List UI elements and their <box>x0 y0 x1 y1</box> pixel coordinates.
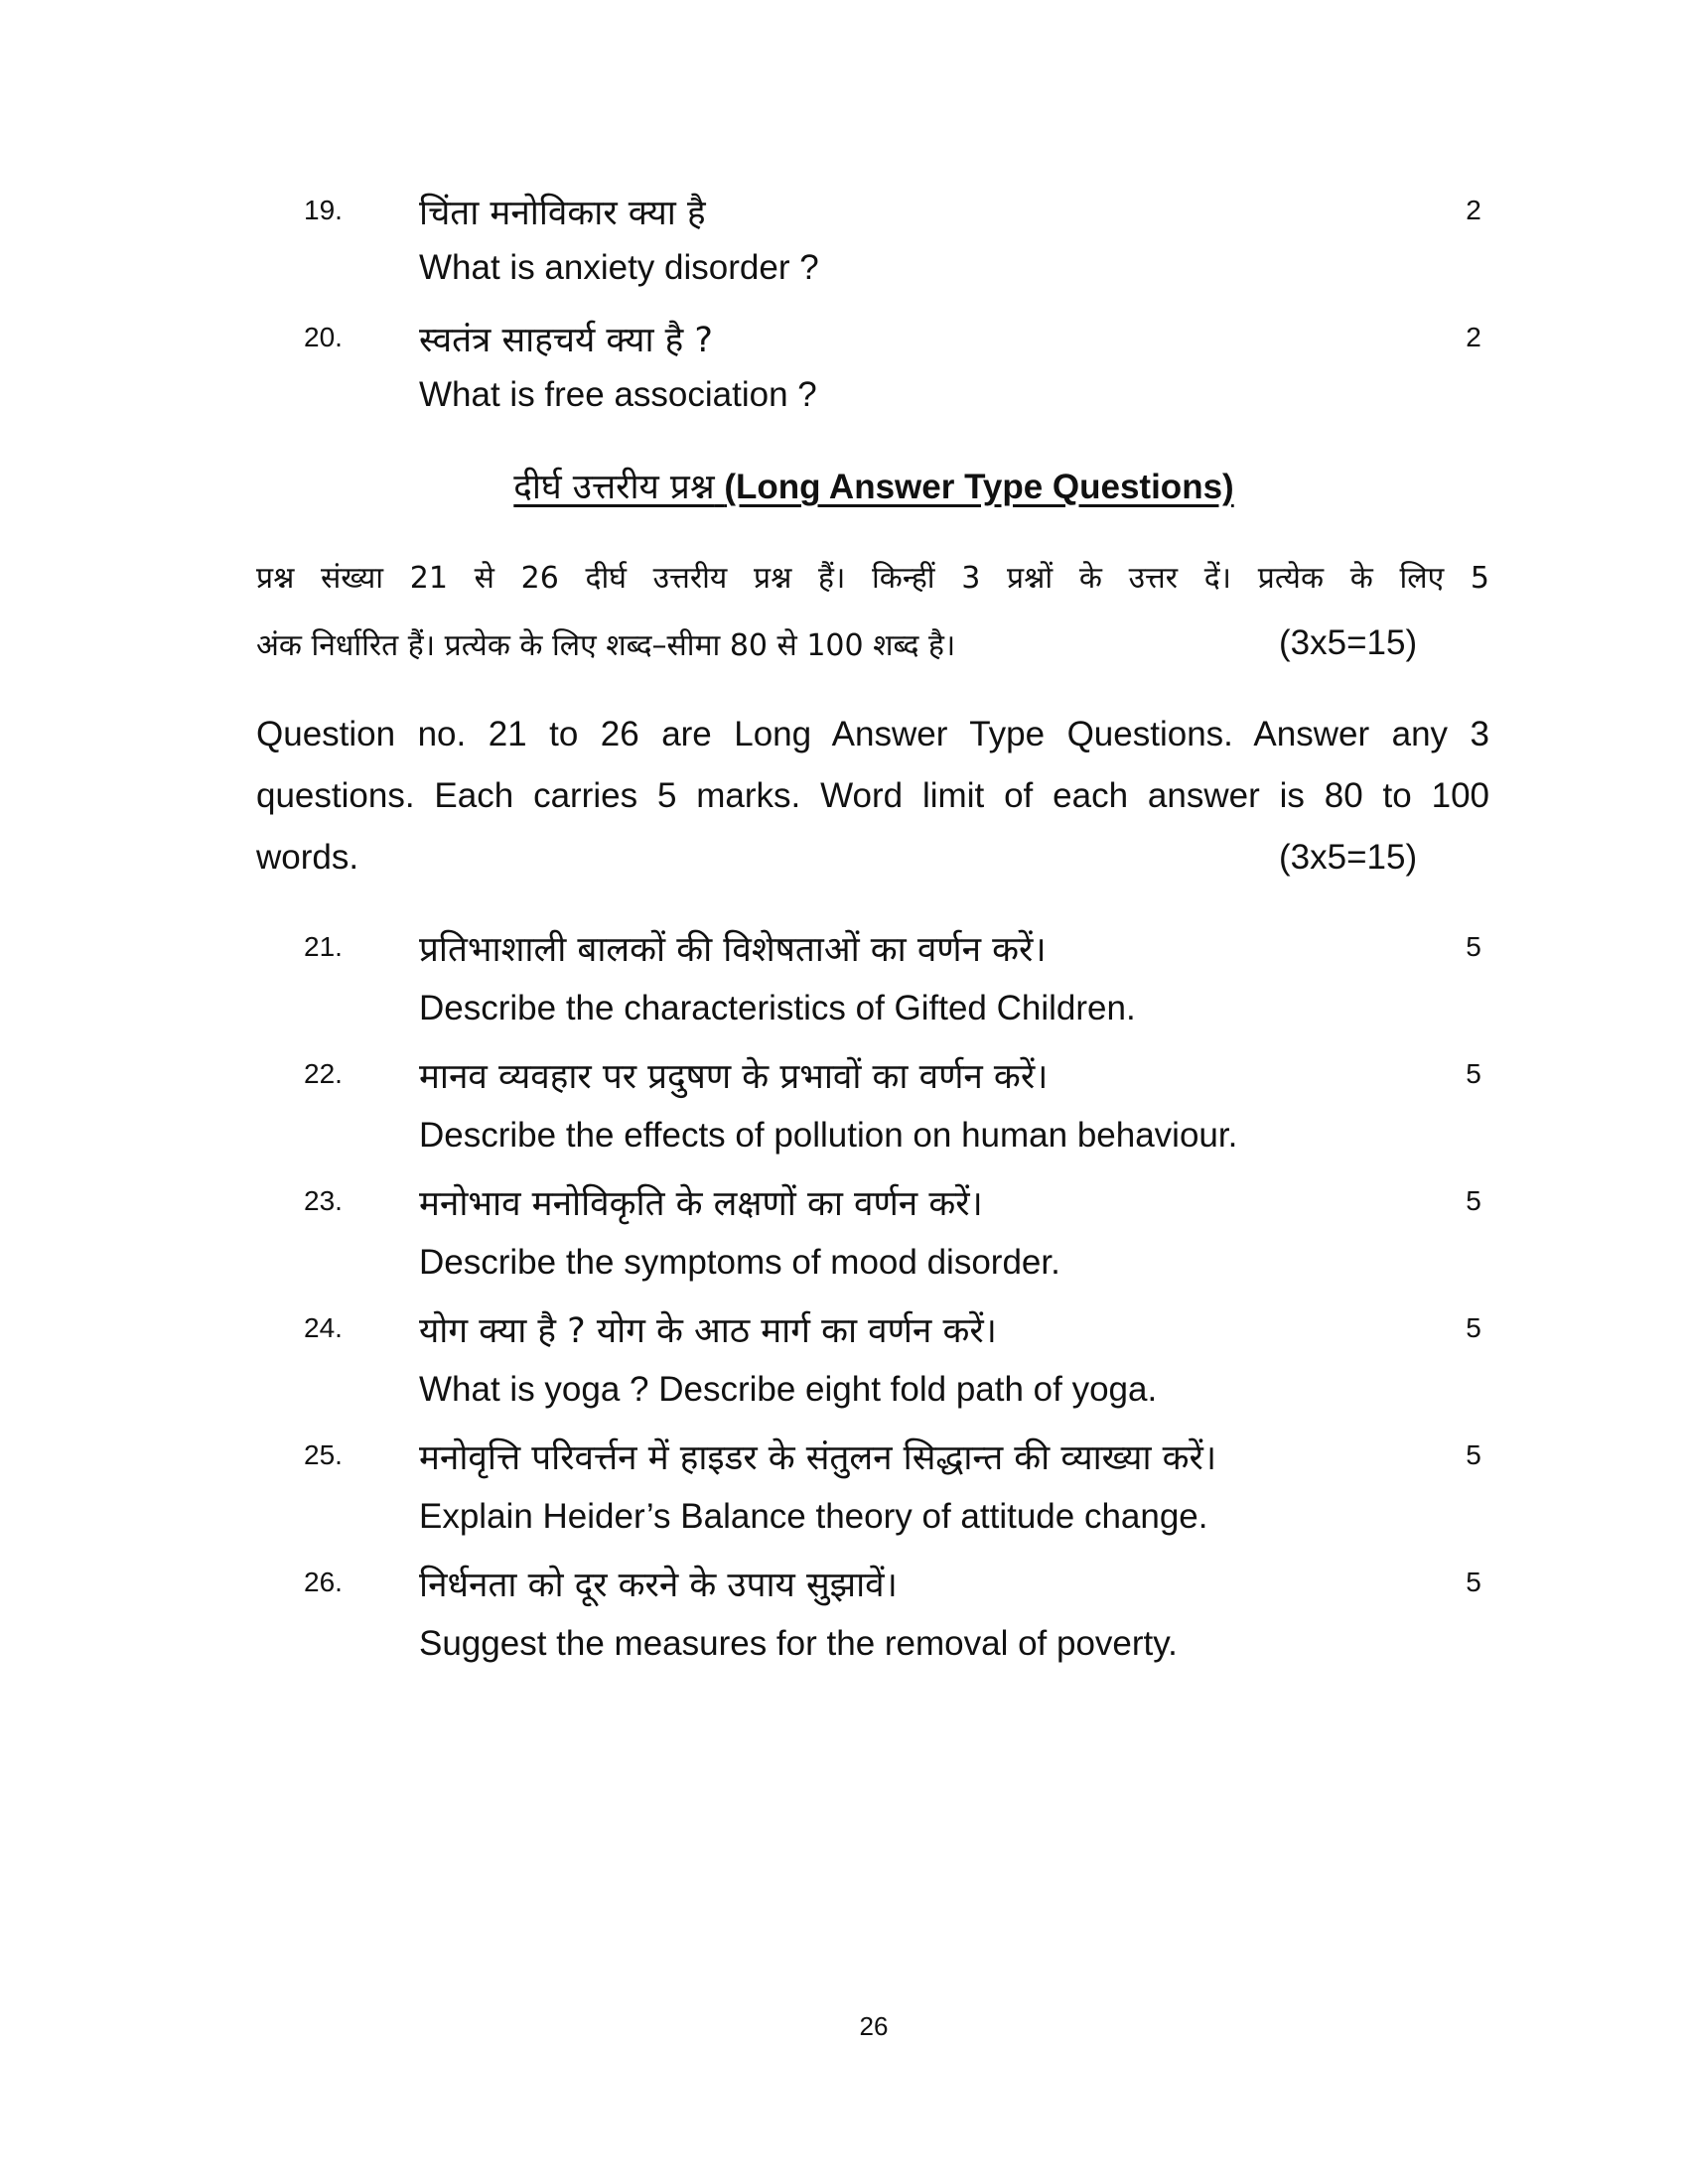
question-23 <box>0 1175 1688 1231</box>
question-marks: 5 <box>1466 1185 1481 1216</box>
question-23-english: Describe the symptoms of mood disorder. <box>419 1243 1060 1282</box>
question-24 <box>0 1302 1688 1358</box>
question-number: 24. <box>304 1312 343 1343</box>
question-19-english: What is anxiety disorder ? <box>419 248 819 287</box>
question-marks: 5 <box>1466 1567 1481 1597</box>
question-marks: 5 <box>1466 1312 1481 1343</box>
section-heading-english: (Long Answer Type Questions) <box>724 468 1234 506</box>
question-20-english: What is free association ? <box>419 375 817 414</box>
question-21-english: Describe the characteristics of Gifted Children. <box>419 989 1136 1027</box>
question-number: 23. <box>304 1185 343 1216</box>
question-marks: 5 <box>1466 1439 1481 1470</box>
question-marks: 5 <box>1466 1058 1481 1089</box>
question-marks: 2 <box>1466 195 1481 225</box>
marks-total-english: (3x5=15) <box>1279 838 1418 877</box>
section-heading <box>0 463 1688 509</box>
question-hindi: स्वतंत्र साहचर्य क्या है ? <box>419 321 713 360</box>
question-marks: 5 <box>1466 931 1481 962</box>
question-hindi: मनोवृत्ति परिवर्त्तन में हाइडर के संतुलन सिद्धान्त की व्याख्या करें। <box>419 1438 1217 1478</box>
marks-total-hindi: (3x5=15) <box>1279 623 1418 662</box>
question-number: 26. <box>304 1567 343 1597</box>
question-number: 21. <box>304 931 343 962</box>
question-hindi: मनोभाव मनोविकृति के लक्षणों का वर्णन करें। <box>419 1184 983 1224</box>
question-hindi: योग क्या है ? योग के आठ मार्ग का वर्णन करें। <box>419 1311 997 1351</box>
instructions-hindi-line-1: प्रश्न संख्या 21 से 26 दीर्घ उत्तरीय प्रश्न हैं। किन्हीं 3 प्रश्नों के उत्तर दें। प्रत्येक के लिए 5 <box>256 561 1489 596</box>
instructions-hindi-line-2: अंक निर्धारित हैं। प्रत्येक के लिए शब्द–सीमा 80 से 100 शब्द है। <box>256 628 956 663</box>
question-number: 22. <box>304 1058 343 1089</box>
question-marks: 2 <box>1466 322 1481 352</box>
question-25-english: Explain Heider’s Balance theory of attitude change. <box>419 1497 1208 1536</box>
question-26-english: Suggest the measures for the removal of poverty. <box>419 1624 1178 1663</box>
question-26 <box>0 1557 1688 1612</box>
question-hindi: प्रतिभाशाली बालकों की विशेषताओं का वर्णन करें। <box>419 930 1047 970</box>
instructions-english-line-2: questions. Each carries 5 marks. Word limit of each answer is 80 to 100 <box>256 776 1489 815</box>
question-hindi: निर्धनता को दूर करने के उपाय सुझावें। <box>419 1566 898 1605</box>
instructions-english-line-1: Question no. 21 to 26 are Long Answer Type Questions. Answer any 3 <box>256 715 1489 753</box>
question-hindi: चिंता मनोविकार क्या है <box>419 194 706 233</box>
instructions-english-line-3: words. <box>256 838 359 877</box>
question-25 <box>0 1430 1688 1485</box>
question-22-english: Describe the effects of pollution on human behaviour. <box>419 1116 1238 1155</box>
question-number: 25. <box>304 1439 343 1470</box>
question-hindi: मानव व्यवहार पर प्रदुषण के प्रभावों का वर्णन करें। <box>419 1057 1049 1097</box>
question-19 <box>0 185 1688 240</box>
question-21 <box>0 921 1688 977</box>
question-number: 20. <box>304 322 343 352</box>
section-heading-hindi: दीर्घ उत्तरीय प्रश्न <box>513 468 715 507</box>
question-number: 19. <box>304 195 343 225</box>
page-number: 26 <box>859 2011 889 2041</box>
question-24-english: What is yoga ? Describe eight fold path of yoga. <box>419 1370 1158 1409</box>
question-20 <box>0 312 1688 367</box>
question-22 <box>0 1048 1688 1104</box>
